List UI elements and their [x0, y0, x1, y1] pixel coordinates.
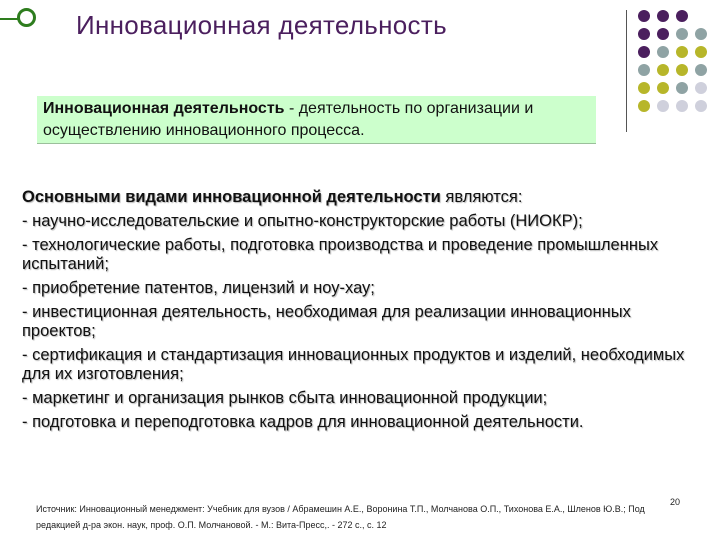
- decor-dot: [657, 28, 669, 40]
- decor-dot: [638, 100, 650, 112]
- decor-dot: [676, 100, 688, 112]
- decor-dot: [657, 82, 669, 94]
- accent-ring-icon: [17, 8, 36, 27]
- decor-dot: [676, 64, 688, 76]
- decor-dot: [676, 46, 688, 58]
- decor-dot: [695, 100, 707, 112]
- decor-dot: [657, 10, 669, 22]
- activity-types-list: [22, 212, 694, 432]
- decor-dot: [676, 28, 688, 40]
- list-item: - подготовка и переподготовка кадров для инновационной деятельности.: [22, 413, 584, 431]
- decor-dot: [695, 46, 707, 58]
- decor-dot: [638, 28, 650, 40]
- definition-text: - деятельность по организации и осуществлению инновационного процесса.: [43, 100, 534, 139]
- decor-dot: [657, 46, 669, 58]
- list-intro-rest: являются:: [440, 188, 523, 206]
- list-item: - технологические работы, подготовка производства и проведение промышленных испытаний;: [22, 236, 659, 273]
- decor-dot: [695, 64, 707, 76]
- main-content: [22, 188, 694, 437]
- list-item: - сертификация и стандартизация инновационных продуктов и изделий, необходимых для их изготовления;: [22, 346, 685, 383]
- decor-dot: [638, 82, 650, 94]
- accent-line: [0, 18, 18, 20]
- definition-box: [37, 96, 596, 144]
- decor-dot: [695, 82, 707, 94]
- list-item: - маркетинг и организация рынков сбыта инновационной продукции;: [22, 389, 548, 407]
- page-title: Инновационная деятельность: [76, 10, 447, 40]
- decor-dot: [638, 10, 650, 22]
- decor-dot: [676, 10, 688, 22]
- decor-dot: [676, 82, 688, 94]
- dot-grid-decoration: [638, 10, 718, 120]
- decor-dot: [638, 46, 650, 58]
- decor-dot: [657, 100, 669, 112]
- decor-dot: [695, 28, 707, 40]
- list-item: - приобретение патентов, лицензий и ноу-хау;: [22, 279, 375, 297]
- decor-divider: [626, 10, 627, 132]
- decor-dot: [638, 64, 650, 76]
- decor-dot: [657, 64, 669, 76]
- source-citation: Источник: Инновационный менеджмент: Учебник для вузов / Абрамешин А.Е., Воронина Т.П., Молчанова О.П., Тихонова Е.А., Шленов Ю.В.; Под редакцией д-ра экон. наук, проф. О.П. Молчановой. - М.: Вита-Пресс,. - 272 с., с. 12: [36, 504, 645, 530]
- list-intro-bold: Основными видами инновационной деятельности: [22, 188, 441, 206]
- list-item: - инвестиционная деятельность, необходимая для реализации инновационных проектов;: [22, 303, 631, 340]
- page-number: 20: [670, 497, 681, 507]
- list-intro: [22, 188, 694, 207]
- definition-term: Инновационная деятельность: [43, 100, 285, 117]
- list-item: - научно-исследовательские и опытно-конструкторские работы (НИОКР);: [22, 212, 583, 230]
